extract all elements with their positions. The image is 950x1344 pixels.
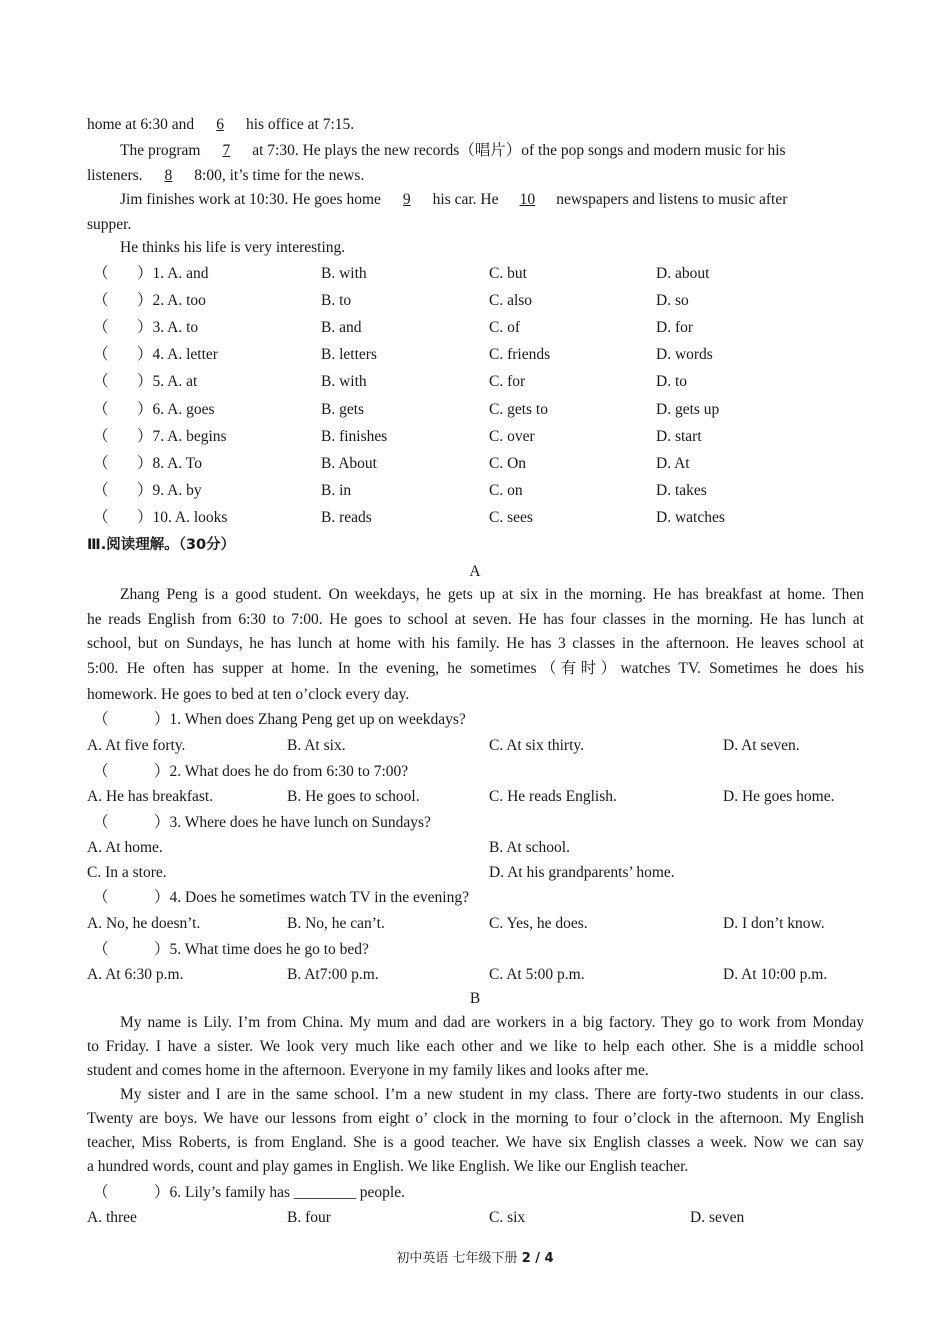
answer-paren[interactable]: （ [93, 346, 109, 363]
choice-b[interactable]: B. At7:00 p.m. [287, 966, 379, 983]
question-text: ）1. When does Zhang Peng get up on weekdays? [154, 711, 466, 728]
question-text: ）5. What time does he go to bed? [154, 941, 369, 958]
answer-paren[interactable]: （ [93, 455, 109, 472]
section-heading: Ⅲ.阅读理解。（30分） [87, 537, 236, 553]
answer-paren[interactable]: （ [93, 373, 109, 390]
choice-d[interactable]: D. At 10:00 p.m. [723, 966, 828, 983]
answer-paren[interactable]: （ [93, 814, 109, 831]
choice-c[interactable]: C. In a store. [87, 864, 167, 881]
choice-d[interactable]: D. I don’t know. [723, 915, 825, 932]
cloze-line-5: supper. [87, 216, 132, 233]
choice-b[interactable]: B. At school. [489, 839, 570, 856]
page-number: 2 / 4 [521, 1251, 554, 1266]
cloze-line-2: The program 7 at 7:30. He plays the new records（唱片）of the pop songs and modern music for his [120, 142, 786, 159]
passage-a-line: homework. He goes to bed at ten o’clock every day. [87, 686, 410, 703]
choice-c[interactable]: C. six [489, 1209, 526, 1226]
passage-b-line: teacher, Miss Roberts, is from England. She is a good teacher. We have six English classes a week. Now we can say [87, 1134, 864, 1151]
blank-9: 9 [402, 191, 411, 208]
answer-paren[interactable]: （ [93, 509, 109, 526]
answer-paren[interactable]: （ [93, 401, 109, 418]
answer-paren[interactable]: （ [93, 1184, 109, 1201]
choice-b[interactable]: B. four [287, 1209, 331, 1226]
choice-d[interactable]: D. He goes home. [723, 788, 835, 805]
answer-paren[interactable]: （ [93, 482, 109, 499]
answer-paren[interactable]: （ [93, 941, 109, 958]
answer-paren[interactable]: （ [93, 319, 109, 336]
choice-c[interactable]: C. At six thirty. [489, 737, 585, 754]
passage-b-line: My name is Lily. I’m from China. My mum and dad are workers in a big factory. They go to work from Monday [120, 1014, 864, 1031]
question-text: ）2. What does he do from 6:30 to 7:00? [154, 763, 409, 780]
blank-10: 10 [519, 191, 536, 208]
passage-a-line: 5:00. He often has supper at home. In the evening, he sometimes（有时）watches TV. Sometimes he does his [87, 660, 864, 677]
choice-a[interactable]: A. At five forty. [87, 737, 186, 754]
cloze-line-4: Jim finishes work at 10:30. He goes home 9 his car. He 10 newspapers and listens to music after [120, 191, 788, 208]
cloze-line-3: listeners. 8 8:00, it’s time for the news. [87, 167, 365, 184]
choice-d[interactable]: D. At seven. [723, 737, 800, 754]
blank-6: 6 [216, 116, 224, 133]
choice-a[interactable]: A. No, he doesn’t. [87, 915, 201, 932]
choice-b[interactable]: B. No, he can’t. [287, 915, 385, 932]
passage-label-b: B [469, 990, 481, 1007]
question-text: ）6. Lily’s family has ________ people. [154, 1184, 405, 1201]
answer-paren[interactable]: （ [93, 889, 109, 906]
passage-a-line: school, but on Sundays, he has lunch at home with his family. He has 3 classes in the afternoon. He leaves school at [87, 635, 864, 652]
passage-a-line: Zhang Peng is a good student. On weekdays, he gets up at six in the morning. He has breakfast at home. Then [120, 586, 864, 603]
choice-a[interactable]: A. At 6:30 p.m. [87, 966, 184, 983]
passage-b-line: My sister and I are in the same school. I’m a new student in my class. There are forty-two students in our class. [120, 1086, 864, 1103]
answer-paren[interactable]: （ [93, 428, 109, 445]
blank-7: 7 [222, 142, 231, 159]
cloze-line-1: home at 6:30 and 6 his office at 7:15. [87, 116, 355, 133]
choice-a[interactable]: A. He has breakfast. [87, 788, 214, 805]
page-footer [0, 1247, 950, 1266]
choice-d[interactable]: D. seven [690, 1209, 745, 1226]
blank-8: 8 [164, 167, 173, 184]
passage-a-line: he reads English from 6:30 to 7:00. He goes to school at seven. He has four classes in the morning. He has lunch at [87, 611, 864, 628]
choice-c[interactable]: C. Yes, he does. [489, 915, 588, 932]
passage-label-a: A [469, 563, 481, 580]
choice-c[interactable]: C. He reads English. [489, 788, 617, 805]
answer-paren[interactable]: （ [93, 763, 109, 780]
answer-paren[interactable]: （ [93, 292, 109, 309]
choice-a[interactable]: A. three [87, 1209, 137, 1226]
footer-title: 初中英语 七年级下册 [396, 1251, 522, 1266]
passage-b-line: a hundred words, count and play games in English. We like English. We like our English teacher. [87, 1158, 689, 1175]
answer-paren[interactable]: （ [93, 711, 109, 728]
passage-b-line: student and comes home in the afternoon. Everyone in my family likes and looks after me. [87, 1062, 649, 1079]
passage-b-line: Twenty are boys. We have our lessons from eight o’ clock in the morning to four o’clock in the afternoon. My English [87, 1110, 864, 1127]
question-text: ）3. Where does he have lunch on Sundays? [154, 814, 431, 831]
question-text: ）4. Does he sometimes watch TV in the evening? [154, 889, 469, 906]
passage-b-line: to Friday. I have a sister. We look very much like each other and we like to help each other. She is a middle school [87, 1038, 864, 1055]
choice-b[interactable]: B. At six. [287, 737, 346, 754]
cloze-line-6: He thinks his life is very interesting. [120, 239, 346, 256]
choice-a[interactable]: A. At home. [87, 839, 163, 856]
answer-paren[interactable]: （ [93, 265, 109, 282]
choice-b[interactable]: B. He goes to school. [287, 788, 420, 805]
choice-c[interactable]: C. At 5:00 p.m. [489, 966, 585, 983]
choice-d[interactable]: D. At his grandparents’ home. [489, 864, 675, 881]
